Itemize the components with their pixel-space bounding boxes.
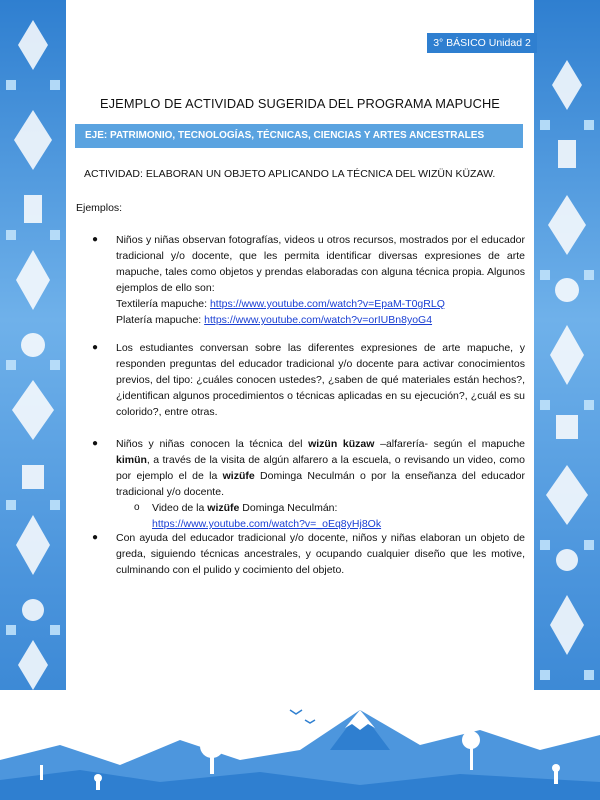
list-item-text: Niños y niñas conocen la técnica del <box>116 438 309 450</box>
bullet-icon: ● <box>92 438 99 449</box>
examples-label: Ejemplos: <box>76 202 123 214</box>
plateria-link[interactable]: https://www.youtube.com/watch?v=orIUBn8yoG4 <box>204 314 433 326</box>
landscape-illustration <box>0 690 600 800</box>
mapuche-pattern-border <box>0 0 66 800</box>
bottom-landscape <box>0 690 600 800</box>
eje-banner: EJE: PATRIMONIO, TECNOLOGÍAS, TÉCNICAS, CIENCIAS Y ARTES ANCESTRALES <box>75 124 523 148</box>
grade-unit-badge: 3° BÁSICO Unidad 2 <box>427 33 537 53</box>
circle-bullet-icon: o <box>134 502 140 513</box>
term-kimun: kimün <box>116 454 147 466</box>
list-item-text: , a través de la visita de algún alfarero a la escuela, o revisando un video, como por ejemplo el de la <box>116 454 525 482</box>
term-wizufe: wizüfe <box>207 502 240 514</box>
bullet-icon: ● <box>92 342 99 353</box>
list-item <box>92 340 525 420</box>
term-wizun-kuzaw: wizün küzaw <box>308 438 375 450</box>
mapuche-pattern-border <box>534 0 600 800</box>
list-item <box>92 232 525 328</box>
list-item-text: Los estudiantes conversan sobre las diferentes expresiones de arte mapuche, y responden preguntas del educador tradicional y/o docente para activar conocimientos previos, del tipo: ¿cuáles conocen ustedes?, ¿saben de qué materiales están hechos?, ¿identifican algunos procedimientos o técnicas aplicadas en su ejecución?, ¿cuál es su colorido?, entre otras. <box>116 342 525 418</box>
bullet-icon: ● <box>92 234 99 245</box>
list-item <box>92 436 525 532</box>
left-decorative-border <box>0 0 66 800</box>
link-label: Textilería mapuche: <box>116 298 210 310</box>
sub-item-text: Video de la <box>152 502 208 514</box>
right-decorative-border <box>534 0 600 800</box>
list-item-text: –alfarería- según el mapuche <box>374 438 525 450</box>
dominga-video-link[interactable]: https://www.youtube.com/watch?v=_oEq8yHj8Ok <box>152 518 382 530</box>
activity-heading: ACTIVIDAD: ELABORAN UN OBJETO APLICANDO LA TÉCNICA DEL WIZÜN KÜZAW. <box>84 168 496 180</box>
list-item-text: Niños y niñas observan fotografías, videos u otros recursos, mostrados por el educador tradicional y/o docente, que les permita identificar diversas expresiones de arte mapuche, tales como objetos y prendas elaboradas con alguna técnica propia. Algunos ejemplos de ello son: <box>116 234 525 294</box>
list-item-text: Dominga Neculmán o por la enseñanza del educador tradicional y/o docente. <box>116 470 525 498</box>
bullet-icon: ● <box>92 532 99 543</box>
list-item <box>92 530 525 578</box>
sub-item-text: Dominga Neculmán: <box>239 502 338 514</box>
link-label: Platería mapuche: <box>116 314 205 326</box>
textileria-link[interactable]: https://www.youtube.com/watch?v=EpaM-T0gRLQ <box>209 298 445 310</box>
page-title: EJEMPLO DE ACTIVIDAD SUGERIDA DEL PROGRAMA MAPUCHE <box>100 96 500 111</box>
term-wizufe: wizüfe <box>222 470 255 482</box>
list-item-text: Con ayuda del educador tradicional y/o docente, niños y niñas elaboran un objeto de greda, siguiendo técnicas ancestrales, y ocupando cualquier diseño que les motive, culminando con el pulido y cocimiento del objeto. <box>116 532 525 576</box>
sub-list-item <box>134 500 525 532</box>
